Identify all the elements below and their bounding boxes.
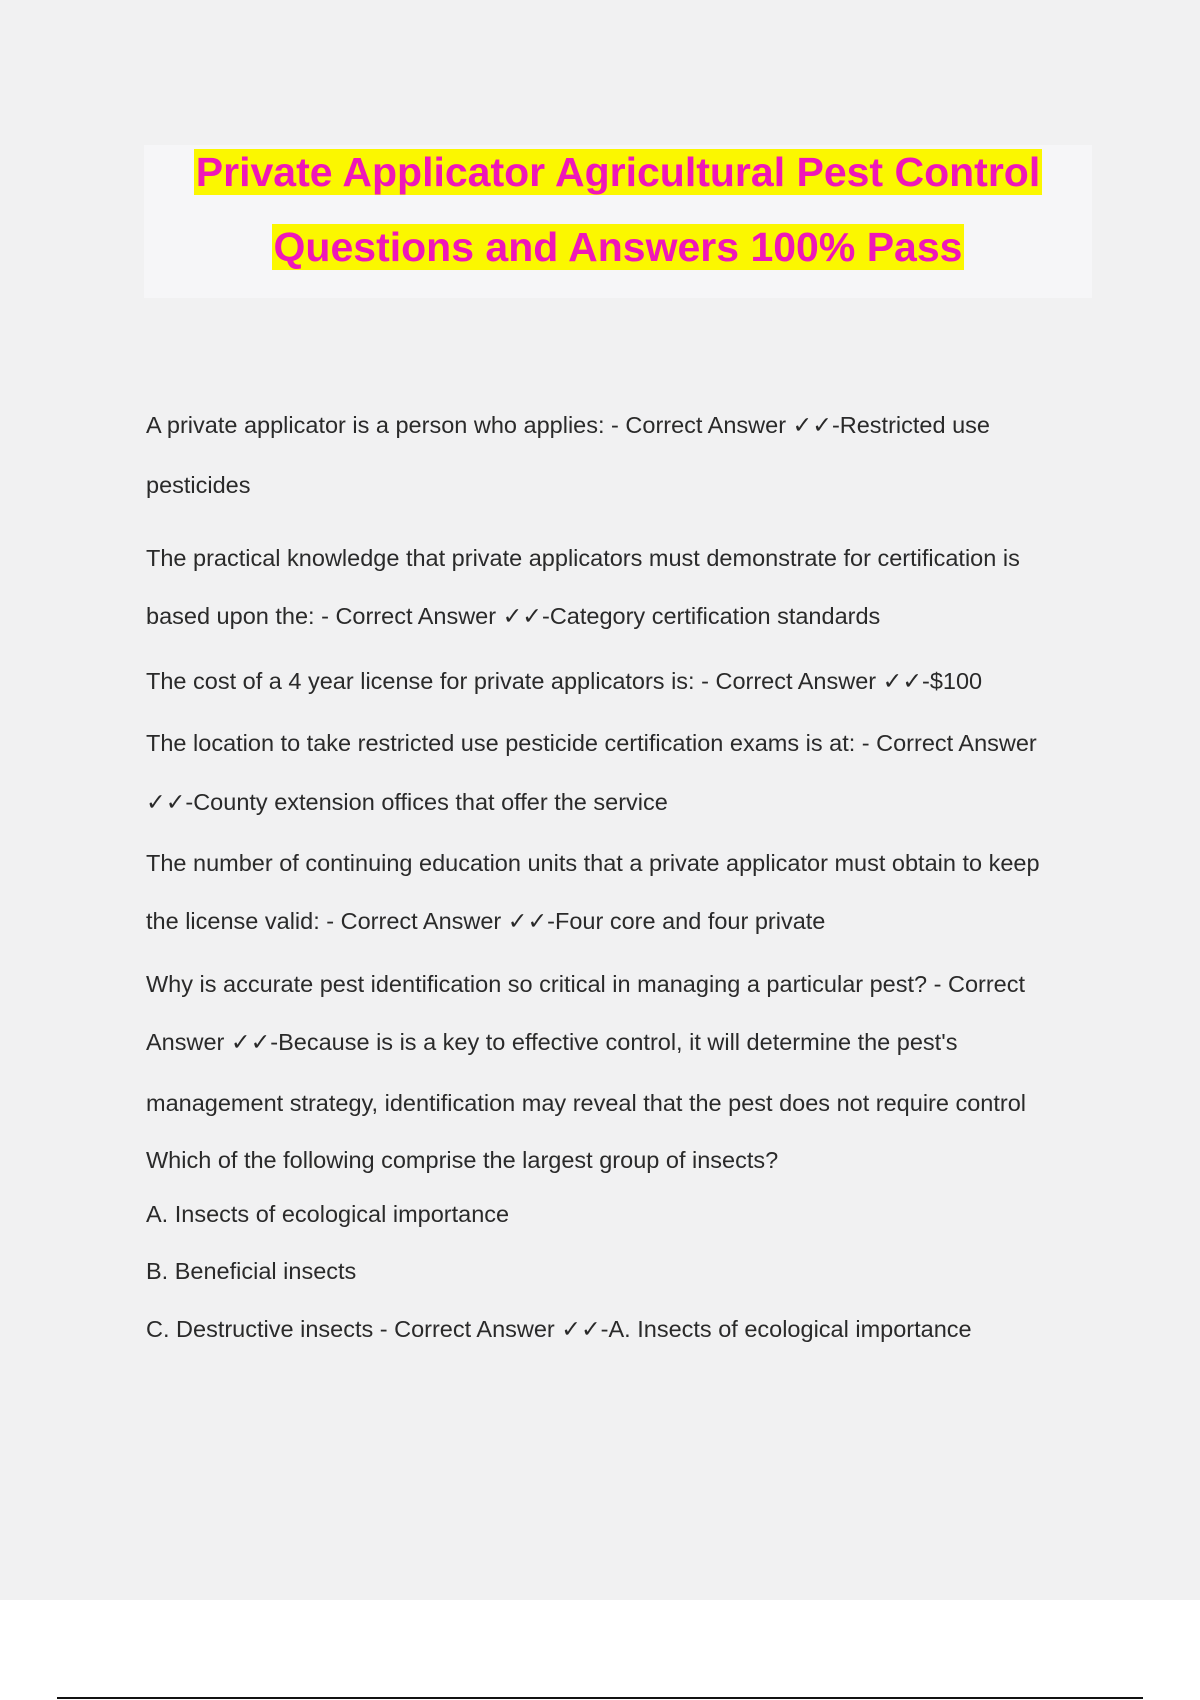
question-7-option-b: B. Beneficial insects [146, 1258, 357, 1284]
question-1-line-1: A private applicator is a person who applies: - Correct Answer ✓✓-Restricted use [146, 412, 990, 438]
footer-divider [57, 1697, 1143, 1699]
question-4-line-2: ✓✓-County extension offices that offer the service [146, 789, 668, 815]
question-7-option-c: C. Destructive insects - Correct Answer ✓✓-A. Insects of ecological importance [146, 1316, 972, 1342]
question-6-line-2: Answer ✓✓-Because is is a key to effective control, it will determine the pest's [146, 1029, 958, 1055]
question-7-option-a: A. Insects of ecological importance [146, 1201, 510, 1227]
question-2-line-1: The practical knowledge that private applicators must demonstrate for certification is [146, 545, 1020, 571]
question-6-line-1: Why is accurate pest identification so critical in managing a particular pest? - Correct [146, 971, 1026, 997]
question-4-line-1: The location to take restricted use pesticide certification exams is at: - Correct Answer [146, 730, 1037, 756]
question-6-line-3: management strategy, identification may reveal that the pest does not require control [146, 1090, 1026, 1116]
question-1-line-2: pesticides [146, 472, 251, 498]
document-title-line-1: Private Applicator Agricultural Pest Control [195, 149, 1041, 195]
question-7-line-1: Which of the following comprise the largest group of insects? [146, 1147, 779, 1173]
question-2-line-2: based upon the: - Correct Answer ✓✓-Category certification standards [146, 603, 881, 629]
question-3-line-1: The cost of a 4 year license for private applicators is: - Correct Answer ✓✓-$100 [146, 668, 983, 694]
question-5-line-2: the license valid: - Correct Answer ✓✓-Four core and four private [146, 908, 826, 934]
question-5-line-1: The number of continuing education units that a private applicator must obtain to keep [146, 850, 1040, 876]
document-title-line-2: Questions and Answers 100% Pass [273, 224, 963, 270]
